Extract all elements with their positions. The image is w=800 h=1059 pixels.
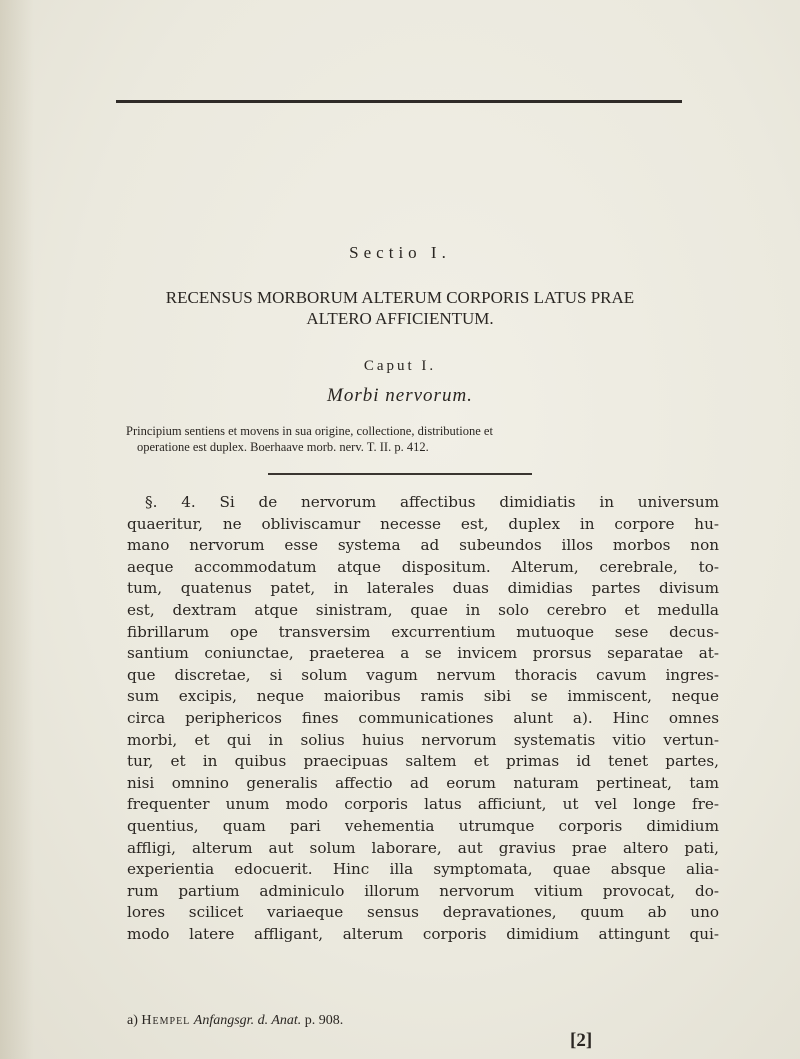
body-line: affligi, alterum aut solum laborare, aut gravius prae altero pati, <box>127 838 719 857</box>
page-edge-shadow <box>0 0 34 1059</box>
body-line: fibrillarum ope transversim excurrentium mutuoque sese decus- <box>127 622 719 641</box>
top-rule <box>116 100 682 103</box>
body-line: morbi, et qui in solius huius nervorum systematis vitio vertun- <box>127 730 719 749</box>
footnote-page: p. 908. <box>304 1013 344 1028</box>
body-line: tum, quatenus patet, in laterales duas dimidias partes divisum <box>127 579 719 598</box>
body-line: rum partium adminiculo illorum nervorum vitium provocat, do- <box>127 881 719 900</box>
summary-line-2: operatione est duplex. Boerhaave morb. nerv. T. II. p. 412. <box>137 440 429 454</box>
body-line: frequenter unum modo corporis latus afficiunt, ut vel longe fre- <box>127 795 719 814</box>
body-paragraph <box>127 492 719 945</box>
section-title: Sectio I. <box>349 243 451 262</box>
body-line: §. 4. Si de nervorum affectibus dimidiatis in universum <box>145 493 719 511</box>
body-line: sum excipis, neque maioribus ramis sibi se immiscent, neque <box>127 687 719 706</box>
main-heading <box>94 287 706 329</box>
body-line: mano nervorum esse systema ad subeundos illos morbos non <box>127 536 719 555</box>
body-line: modo latere affligant, alterum corporis dimidium attingunt qui- <box>127 924 719 943</box>
signature-mark: [2] <box>570 1030 593 1051</box>
body-line: santium coniunctae, praeterea a se invicem prorsus separatae at- <box>127 644 719 663</box>
body-line: quentius, quam pari vehementia utrumque corporis dimidium <box>127 816 719 835</box>
body-line: aeque accommodatum atque dispositum. Alterum, cerebrale, to- <box>127 557 719 576</box>
chapter-summary <box>126 423 716 455</box>
body-line: lores scilicet variaeque sensus depravationes, quum ab uno <box>127 903 719 922</box>
body-line: circa periphericos fines communicationes alunt a). Hinc omnes <box>127 708 719 727</box>
body-line: tur, et in quibus praecipuas saltem et primas id tenet partes, <box>127 752 719 771</box>
footnote <box>127 1013 343 1029</box>
footnote-work: Anfangsgr. d. Anat. <box>193 1013 302 1028</box>
body-line: est, dextram atque sinistram, quae in solo cerebro et medulla <box>127 600 719 619</box>
footnote-author: Hempel <box>141 1013 191 1028</box>
body-line: experientia edocuerit. Hinc illa symptomata, quae absque alia- <box>127 860 719 879</box>
footnote-marker: a) <box>127 1013 138 1028</box>
body-line: que discretae, si solum vagum nervum thoracis cavum ingres- <box>127 665 719 684</box>
main-heading-line-1: RECENSUS MORBORUM ALTERUM CORPORIS LATUS PRAE <box>165 288 635 307</box>
main-heading-line-2: ALTERO AFFICIENTUM. <box>306 309 494 328</box>
chapter-title: Morbi nervorum. <box>327 385 473 406</box>
body-line: quaeritur, ne obliviscamur necesse est, duplex in corpore hu- <box>127 514 719 533</box>
divider-rule <box>268 473 532 475</box>
summary-line-1: Principium sentiens et movens in sua origine, collectione, distributione et <box>126 424 493 438</box>
body-line: nisi omnino generalis affectio ad eorum naturam pertineat, tam <box>127 773 719 792</box>
chapter-label: Caput I. <box>363 358 437 374</box>
